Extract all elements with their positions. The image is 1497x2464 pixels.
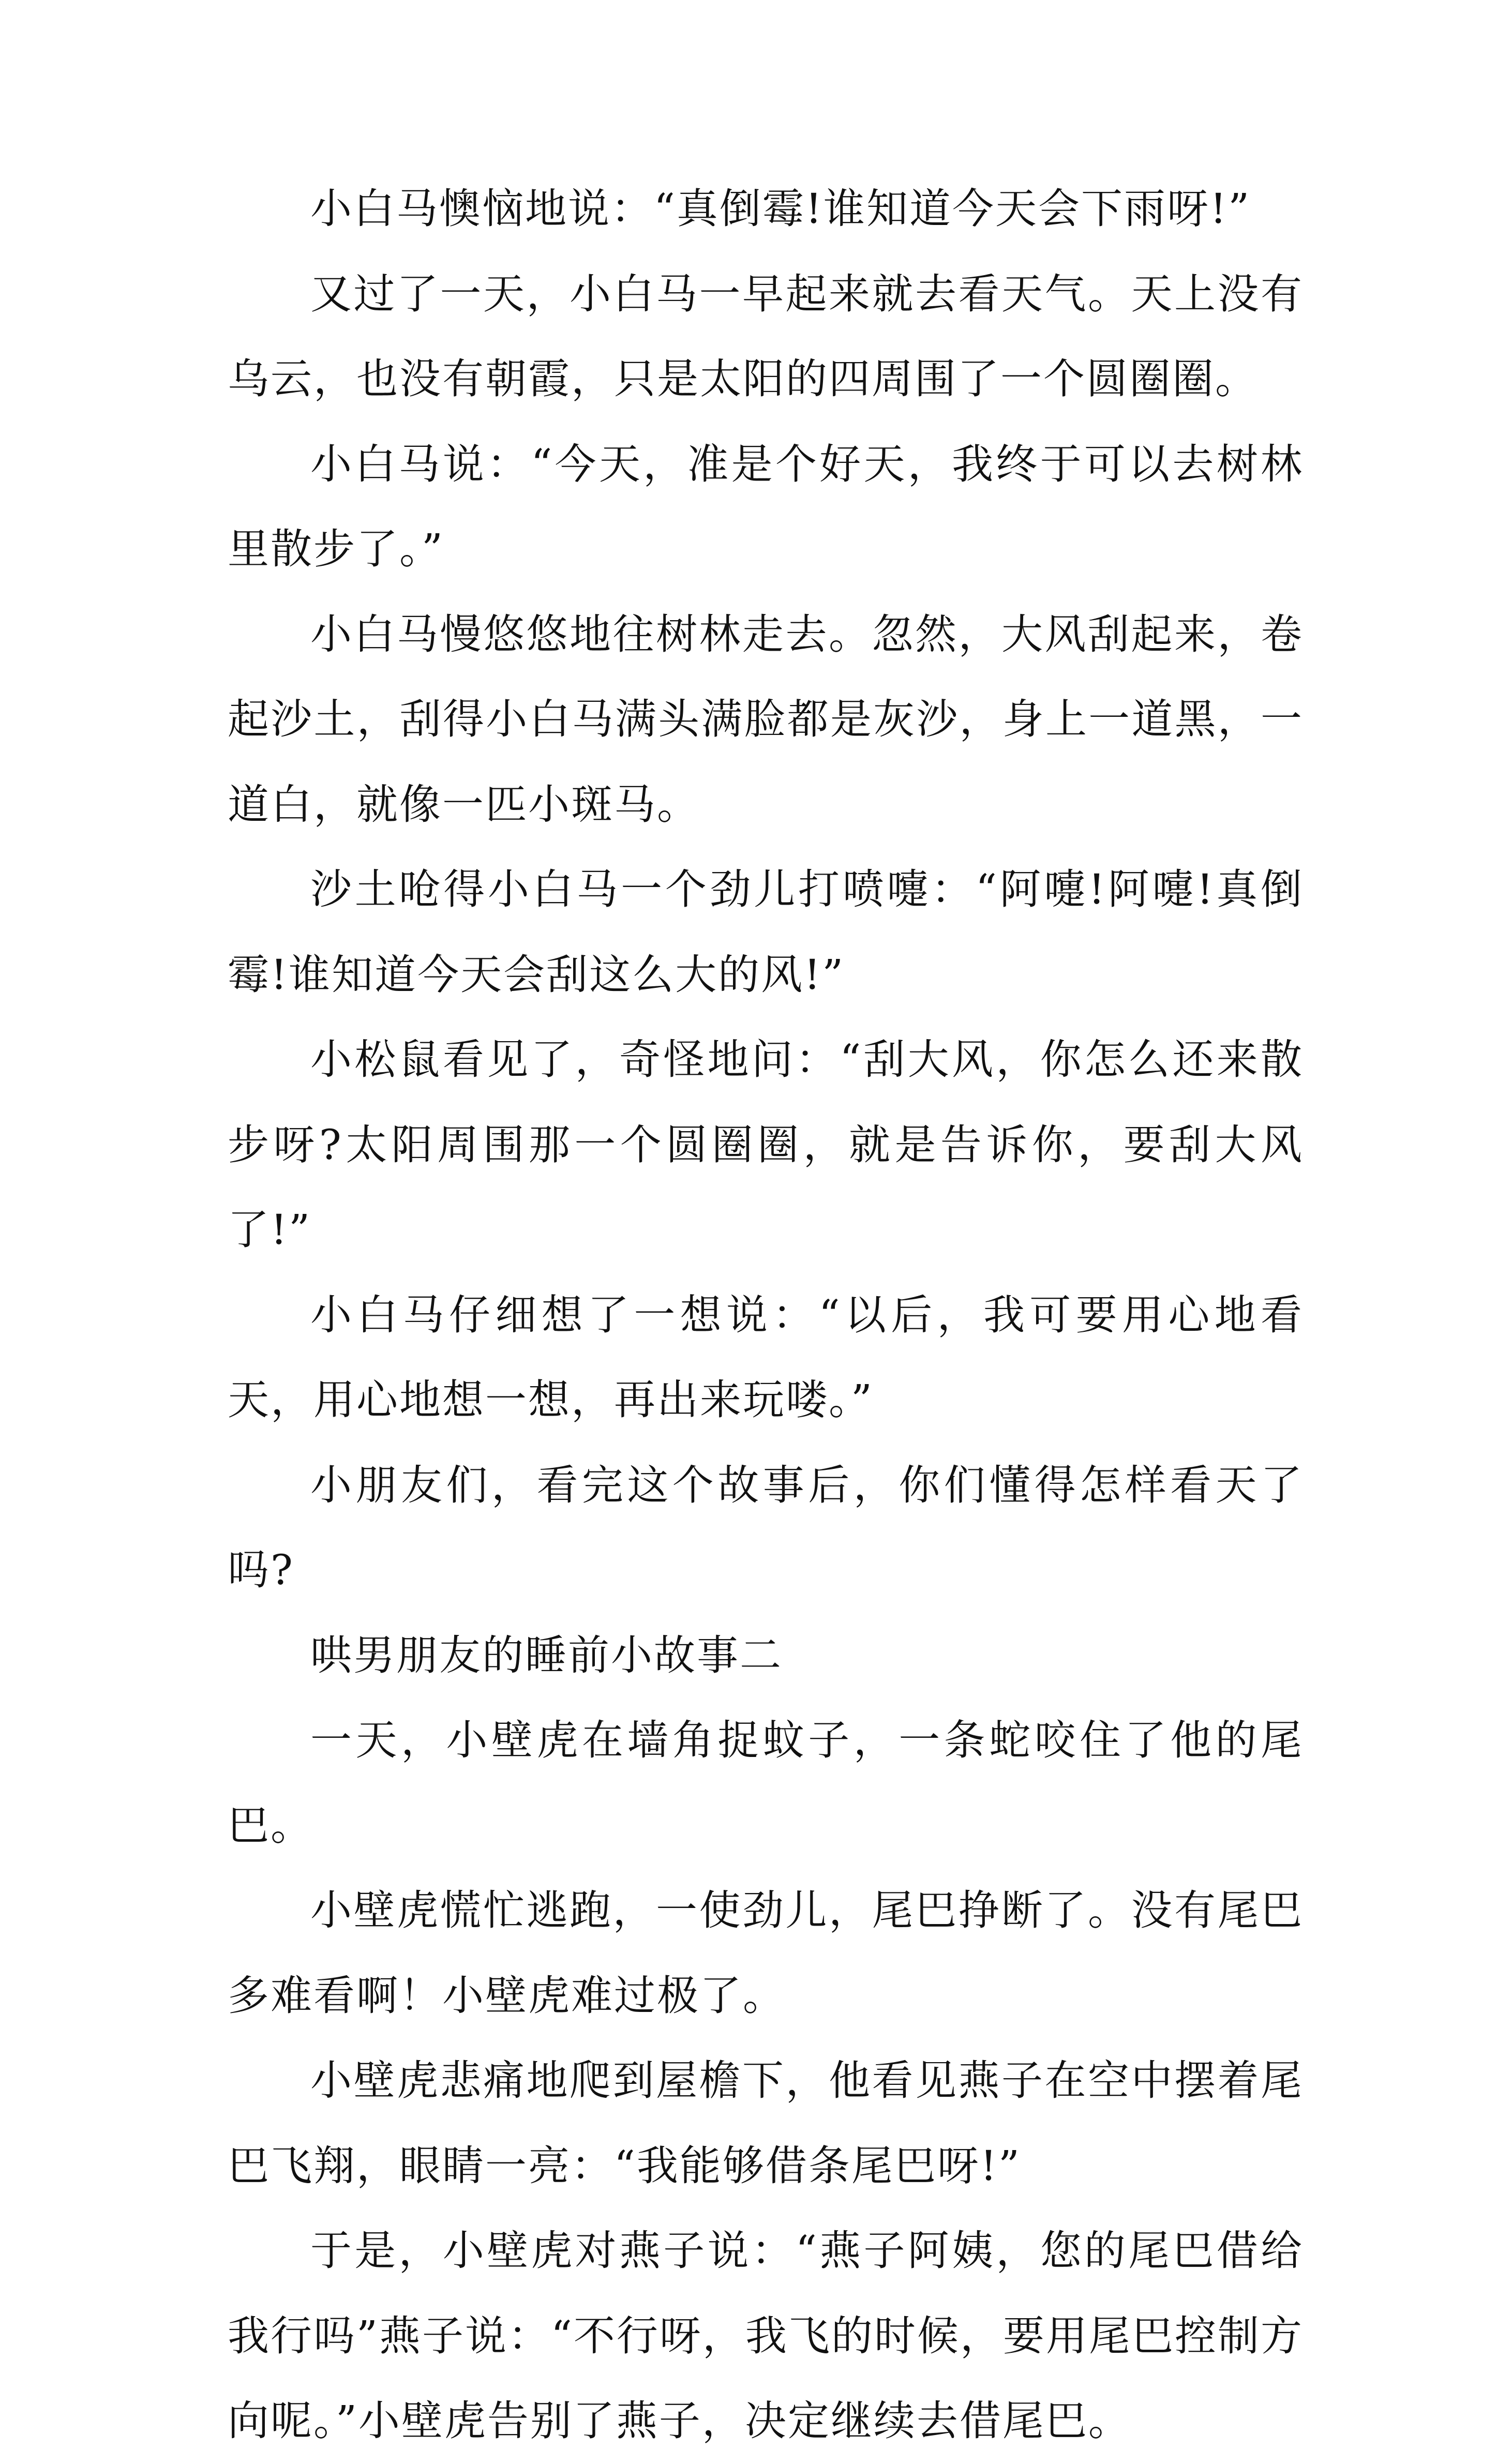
document-body [228,167,1304,2464]
paragraph: 又过了一天，小白马一早起来就去看天气。天上没有乌云，也没有朝霞，只是太阳的四周围了一个圆圈圈。 [228,269,1304,403]
paragraph: 于是，小壁虎对燕子说：“燕子阿姨，您的尾巴借给我行吗”燕子说：“不行呀，我飞的时候，要用尾巴控制方向呢。”小壁虎告别了燕子，决定继续去借尾巴。 [228,2227,1304,2445]
paragraph: 小白马仔细想了一想说：“以后，我可要用心地看天，用心地想一想，再出来玩喽。” [228,1290,1304,1424]
paragraph: 小壁虎悲痛地爬到屋檐下，他看见燕子在空中摆着尾巴飞翔，眼睛一亮：“我能够借条尾巴呀!” [228,2056,1304,2190]
paragraph: 小松鼠看见了，奇怪地问：“刮大风，你怎么还来散步呀?太阳周围那一个圆圈圈，就是告诉你，要刮大风了!” [228,1035,1304,1254]
paragraph: 一天，小壁虎在墙角捉蚊子，一条蛇咬住了他的尾巴。 [228,1716,1304,1850]
paragraph: 沙土呛得小白马一个劲儿打喷嚏：“阿嚏!阿嚏!真倒霉!谁知道今天会刮这么大的风!” [228,865,1304,999]
paragraph: 小白马说：“今天，准是个好天，我终于可以去树林里散步了。” [228,440,1304,573]
section-heading: 哄男朋友的睡前小故事二 [310,1631,783,1679]
paragraph: 小白马懊恼地说：“真倒霉!谁知道今天会下雨呀!” [310,185,1251,233]
paragraph: 小白马慢悠悠地往树林走去。忽然，大风刮起来，卷起沙土，刮得小白马满头满脸都是灰沙，身上一道黑，一道白，就像一匹小斑马。 [228,610,1304,829]
paragraph: 小壁虎慌忙逃跑，一使劲儿，尾巴挣断了。没有尾巴多难看啊！小壁虎难过极了。 [228,1886,1304,2020]
paragraph: 小朋友们，看完这个故事后，你们懂得怎样看天了吗? [228,1461,1304,1594]
